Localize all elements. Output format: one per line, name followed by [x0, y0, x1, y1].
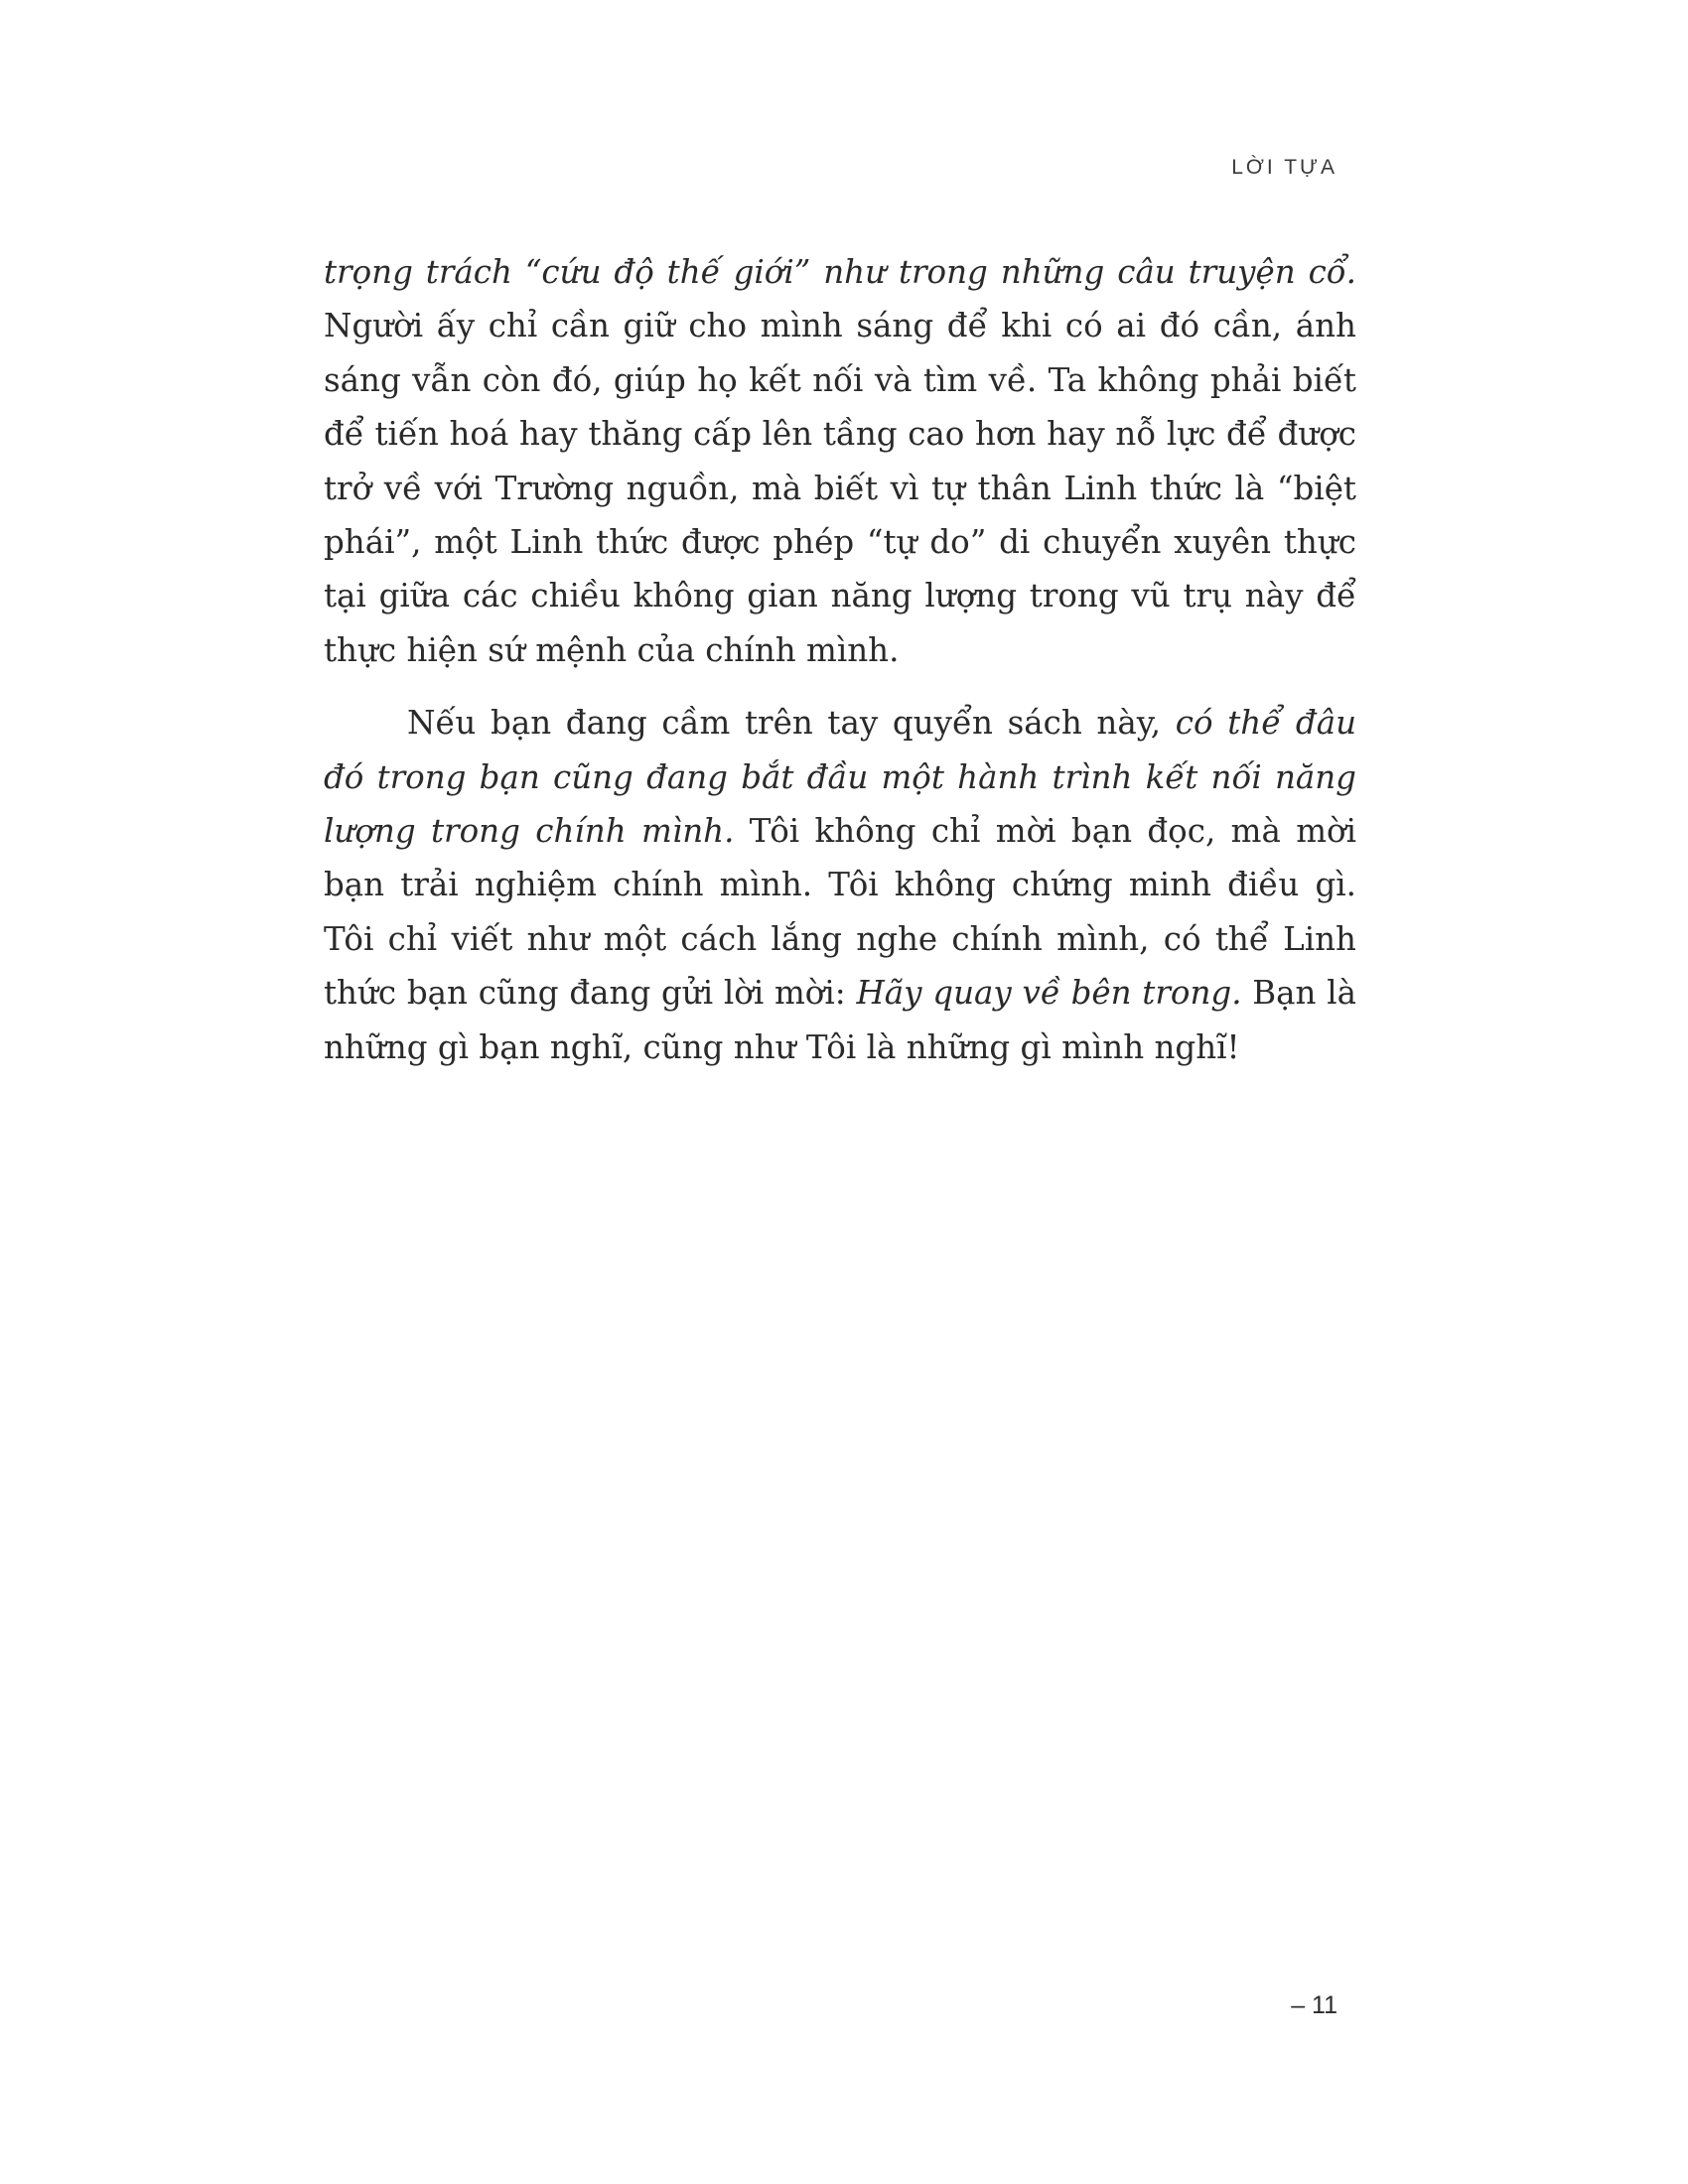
body-text — [324, 245, 1356, 1074]
paragraph-2-opening: Nếu bạn đang cầm trên tay quyển sách này, — [407, 704, 1176, 743]
paragraph-2 — [324, 696, 1356, 1074]
paragraph-1-body: Người ấy chỉ cần giữ cho mình sáng để khi có ai đó cần, ánh sáng vẫn còn đó, giúp họ kết nối và tìm về. Ta không phải biết để tiến hoá hay thăng cấp lên tầng cao hơn hay nỗ lực để được trở về với Trường nguồn, mà biết vì tự thân Linh thức là “biệt phái”, một Linh thức được phép “tự do” di chuyển xuyên thực tại giữa các chiều không gian năng lượng trong vũ trụ này để thực hiện sứ mệnh của chính mình. — [324, 307, 1356, 669]
paragraph-2-italic-phrase: có thể đâu đó trong bạn cũng đang bắt đầu một hành trình kết nối năng lượng trong chính mình. — [324, 704, 1356, 851]
paragraph-2-closing: Bạn là những gì bạn nghĩ, cũng như Tôi là những gì mình nghĩ! — [324, 974, 1356, 1066]
paragraph-2-body: Tôi không chỉ mời bạn đọc, mà mời bạn trải nghiệm chính mình. Tôi không chứng minh điều gì. Tôi chỉ viết như một cách lắng nghe chính mình, có thể Linh thức bạn cũng đang gửi lời mời: — [324, 812, 1356, 1013]
paragraph-1 — [324, 245, 1356, 677]
paragraph-2-italic-invitation: Hãy quay về bên trong. — [856, 974, 1242, 1013]
paragraph-1-italic-opening: trọng trách “cứu độ thế giới” như trong những câu truyện cổ. — [324, 253, 1356, 291]
running-head: LỜI TỰA — [1231, 156, 1337, 179]
page-number: – 11 — [1291, 1991, 1337, 2019]
